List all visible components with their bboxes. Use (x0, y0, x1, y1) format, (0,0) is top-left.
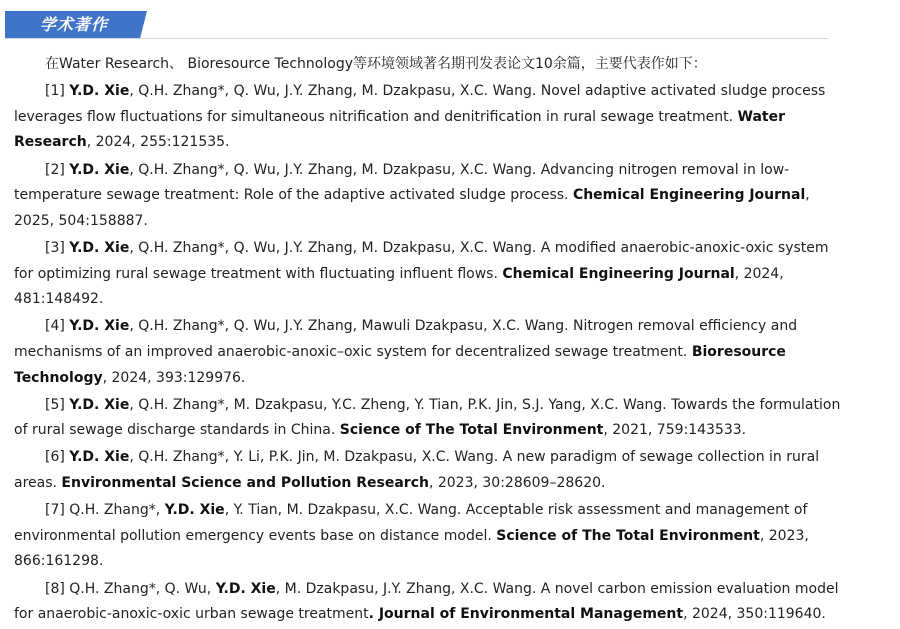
reference-details: , 2025, 504:158887. (14, 187, 810, 229)
reference-preceding-authors: Q.H. Zhang*, (69, 502, 165, 519)
reference-details: , 2021, 759:143533. (603, 422, 747, 439)
highlighted-author: Y.D. Xie (69, 161, 130, 178)
reference-body: , Y. Tian, M. Dzakpasu, X.C. Wang. Acceptable risk assessment and management of environmental pollution emergency events base on distance model. (14, 502, 808, 544)
highlighted-author: Y.D. Xie (69, 449, 130, 466)
journal-name: Science of The Total Environment (496, 527, 760, 544)
reference-item (14, 314, 844, 391)
reference-number: [1] (45, 83, 70, 100)
reference-number: [6] (45, 449, 70, 466)
reference-number: [7] (45, 502, 70, 519)
reference-number: [2] (45, 161, 70, 178)
reference-item (14, 498, 844, 575)
reference-details: , 2024, 350:119640. (683, 606, 826, 623)
reference-item (14, 393, 844, 444)
journal-name: Chemical Engineering Journal (572, 187, 806, 204)
highlighted-author: Y.D. Xie (69, 239, 130, 256)
journal-name: Water Research (14, 108, 786, 151)
reference-item (14, 79, 844, 156)
header-divider (5, 38, 828, 39)
highlighted-author: Y.D. Xie (69, 83, 130, 100)
reference-body: , M. Dzakpasu, J.Y. Zhang, X.C. Wang. A novel carbon emission evaluation model for anaerobic-anoxic-oxic urban sewage treatment (14, 580, 839, 623)
reference-body: , Q.H. Zhang*, Q. Wu, J.Y. Zhang, M. Dzakpasu, X.C. Wang. Advancing nitrogen removal in low-temperature sewage treatment: Role of the adaptive activated sludge process. (14, 161, 790, 204)
reference-item (14, 577, 844, 628)
reference-details: , 2023, 30:28609–28620. (428, 475, 606, 492)
reference-number: [4] (45, 318, 70, 335)
reference-details: , 2024, 393:129976. (102, 369, 246, 386)
section-title: 学术著作 (40, 15, 109, 34)
publications-content (14, 52, 844, 629)
reference-details: , 2024, 255:121535. (86, 134, 230, 151)
journal-name: Science of The Total Environment (339, 422, 604, 439)
section-header (0, 0, 900, 40)
journal-name: Bioresource Technology (14, 343, 786, 386)
intro-text: 在Water Research、 Bioresource Technology等环境领域著名期刊发表论文10余篇，主要代表作如下： (45, 56, 707, 72)
highlighted-author: Y.D. Xie (69, 396, 130, 413)
reference-body: , Q.H. Zhang*, Q. Wu, J.Y. Zhang, M. Dzakpasu, X.C. Wang. A modified anaerobic-anoxic-oxic system for optimizing rural sewage treatment with fluctuating influent flows. (14, 239, 829, 282)
highlighted-author: Y.D. Xie (69, 318, 130, 335)
reference-item (14, 445, 844, 496)
journal-name: Environmental Science and Pollution Research (61, 475, 429, 492)
reference-number: [3] (45, 239, 70, 256)
reference-body: , Q.H. Zhang*, Q. Wu, J.Y. Zhang, Mawuli Dzakpasu, X.C. Wang. Nitrogen removal efficiency and mechanisms of an improved anaerobic-anoxic–oxic system for decentralized sewage treatment. (14, 318, 798, 360)
reference-number: [8] (45, 580, 70, 597)
reference-preceding-authors: Q.H. Zhang*, Q. Wu, (69, 580, 216, 597)
reference-number: [5] (45, 396, 70, 413)
reference-details: , 2023, 866:161298. (14, 527, 809, 570)
reference-body: , Q.H. Zhang*, Y. Li, P.K. Jin, M. Dzakpasu, X.C. Wang. A new paradigm of sewage collection in rural areas. (14, 449, 820, 492)
journal-name: Chemical Engineering Journal (502, 265, 735, 282)
reference-item (14, 158, 844, 235)
reference-body: , Q.H. Zhang*, Q. Wu, J.Y. Zhang, M. Dzakpasu, X.C. Wang. Novel adaptive activated sludge process leverages flow fluctuations for simultaneous nitrification and denitrification in rural sewage treatment. (14, 83, 826, 125)
reference-details: , 2024, 481:148492. (14, 265, 784, 308)
journal-name: . Journal of Environmental Management (368, 606, 684, 623)
highlighted-author: Y.D. Xie (215, 580, 276, 597)
reference-item (14, 236, 844, 313)
reference-body: , Q.H. Zhang*, M. Dzakpasu, Y.C. Zheng, Y. Tian, P.K. Jin, S.J. Yang, X.C. Wang. Towards the formulation of rural sewage discharge standards in China. (14, 396, 841, 439)
highlighted-author: Y.D. Xie (164, 502, 225, 519)
